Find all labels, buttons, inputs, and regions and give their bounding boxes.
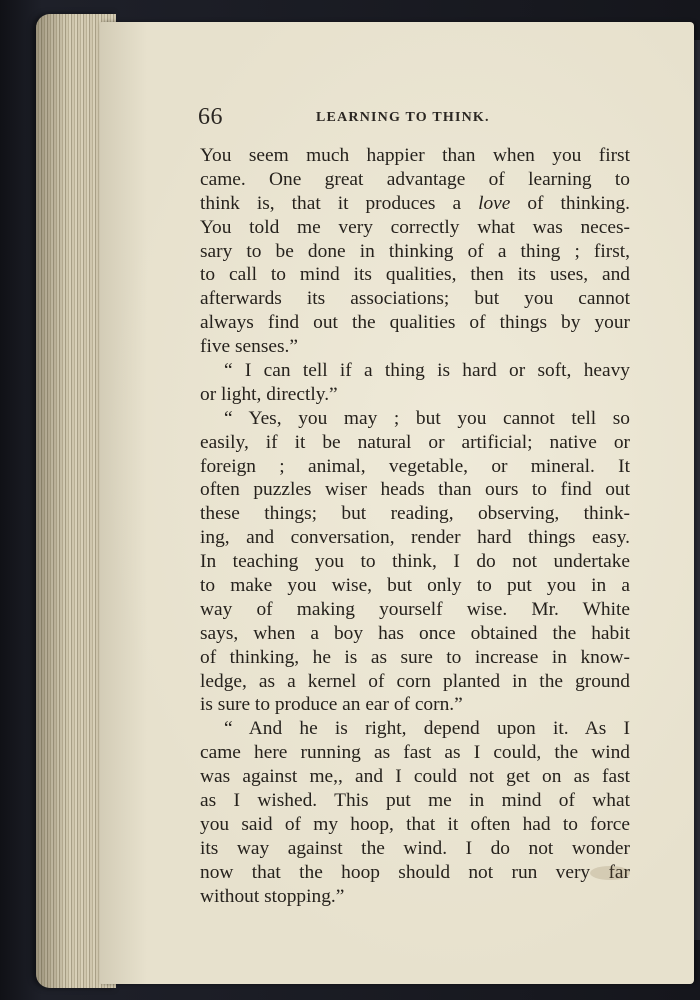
text-line: to call to mind its qualities, then its uses, and <box>200 264 630 286</box>
text-line: afterwards its associations; but you cannot <box>200 288 630 310</box>
running-head: LEARNING TO THINK. <box>316 110 490 125</box>
text-line: In teaching you to think, I do not undertake <box>200 551 630 573</box>
text-line: five senses.” <box>200 336 298 358</box>
text-line: now that the hoop should not run very far <box>200 861 630 883</box>
italic-emphasis: love <box>478 192 511 214</box>
text-line: “ And he is right, depend upon it. As I <box>224 718 630 740</box>
text-line: You seem much happier than when you first <box>200 145 630 166</box>
text-line: “ Yes, you may ; but you cannot tell so <box>224 407 630 429</box>
text-line: “ I can tell if a thing is hard or soft, heavy <box>224 360 630 382</box>
text-line: came. One great advantage of learning to <box>200 168 630 190</box>
text-line: of thinking, he is as sure to increase in know- <box>200 646 630 668</box>
text-line: was against me,, and I could not get on as fast <box>200 766 630 788</box>
page-stain <box>590 866 630 880</box>
text-line: think is, that it produces a love of thinking. <box>200 192 630 214</box>
text-line: always find out the qualities of things by your <box>200 312 630 334</box>
text-line: these things; but reading, observing, think- <box>200 503 630 525</box>
text-line: is sure to produce an ear of corn.” <box>200 694 463 716</box>
text-line: you said of my hoop, that it often had to force <box>200 813 630 835</box>
text-line: foreign ; animal, vegetable, or mineral. It <box>200 455 630 477</box>
text-line: way of making yourself wise. Mr. White <box>200 598 630 620</box>
text-line: came here running as fast as I could, the wind <box>200 742 630 764</box>
text-line: ledge, as a kernel of corn planted in the ground <box>200 670 630 692</box>
text-line: easily, if it be natural or artificial; native or <box>200 431 630 453</box>
text-line: sary to be done in thinking of a thing ; first, <box>200 240 630 262</box>
body-text <box>200 144 630 909</box>
text-line: without stopping.” <box>200 885 345 907</box>
page-number: 66 <box>198 104 223 130</box>
text-line: to make you wise, but only to put you in a <box>200 575 630 597</box>
text-line: often puzzles wiser heads than ours to find out <box>200 479 630 501</box>
text-line: ing, and conversation, render hard things easy. <box>200 527 630 549</box>
text-line: as I wished. This put me in mind of what <box>200 790 630 812</box>
text-line: or light, directly.” <box>200 383 338 405</box>
text-line: says, when a boy has once obtained the habit <box>200 622 630 644</box>
text-line: You told me very correctly what was neces- <box>200 216 630 238</box>
page-header <box>198 104 638 136</box>
text-line: its way against the wind. I do not wonder <box>200 837 630 859</box>
